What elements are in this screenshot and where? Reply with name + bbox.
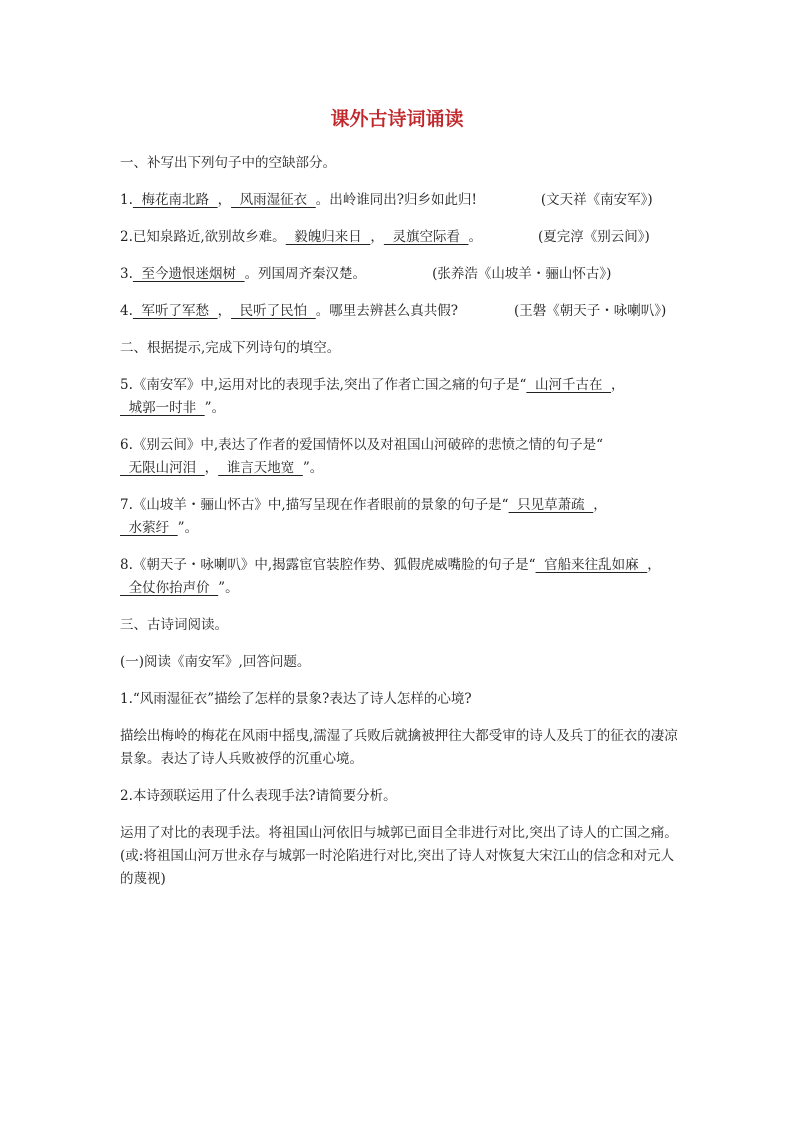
q1-answer-1: 梅花南北路: [132, 192, 218, 208]
question-8: [120, 554, 678, 600]
q3-number: 3.: [120, 266, 133, 282]
q8-text: 8.《朝天子・咏喇叭》中,揭露宦官装腔作势、狐假虎威嘴脸的句子是“: [120, 557, 536, 573]
q2-sep: ，: [370, 229, 384, 245]
q2-source: (夏完淳《别云间》): [538, 229, 650, 245]
section3-sub1: (一)阅读《南安军》,回答问题。: [120, 654, 311, 670]
q4-text: 。哪里去辨甚么真共假?: [315, 303, 458, 319]
q5-answer-1: 山河千古在: [526, 377, 612, 393]
question-4: [120, 300, 678, 323]
document-body: [120, 152, 678, 905]
reading-question-2: 2.本诗颈联运用了什么表现手法?请简要分析。: [120, 788, 397, 804]
section2-heading: 二、根据提示,完成下列诗句的填空。: [120, 340, 341, 356]
q7-sep: ，: [593, 497, 607, 513]
q6-post: ”。: [302, 460, 324, 476]
q5-sep: ，: [611, 377, 625, 393]
q4-source: (王磐《朝天子・咏喇叭》): [513, 303, 667, 319]
q1-answer-2: 风雨湿征衣: [231, 192, 316, 208]
q2-answer-1: 毅魄归来日: [285, 229, 371, 245]
question-2: [120, 226, 678, 249]
q1-sep: ，: [217, 192, 232, 208]
q4-answer-1: 军听了军愁: [132, 303, 218, 319]
q5-text: 5.《南安军》中,运用对比的表现手法,突出了作者亡国之痛的句子是“: [120, 377, 527, 393]
section1-heading: 一、补写出下列句子中的空缺部分。: [120, 155, 336, 171]
reading-answer-2: 运用了对比的表现手法。将祖国山河依旧与城郭已面目全非进行对比,突出了诗人的亡国之痛。(或:将祖国山河万世永存与城郭一时沦陷进行对比,突出了诗人对恢复大宋江山的信念和对元人的蔑视): [120, 825, 678, 887]
question-3: [120, 263, 678, 286]
q5-answer-2: 城郭一时非: [120, 400, 205, 416]
q8-answer-2: 全仗你抬声价: [120, 580, 219, 596]
q4-answer-2: 民听了民怕: [231, 303, 316, 319]
page-title: 课外古诗词诵读: [330, 108, 464, 130]
q4-sep: ，: [217, 303, 232, 319]
section3-heading: 三、古诗词阅读。: [120, 617, 228, 633]
question-6: [120, 434, 678, 480]
q6-answer-2: 谁言天地宽: [218, 460, 303, 476]
question-5: [120, 374, 678, 420]
q7-answer-2: 水萦纡: [120, 520, 178, 536]
q5-post: ”。: [204, 400, 226, 416]
q3-text: 。列国周齐秦汉楚。: [244, 266, 367, 282]
q6-text: 6.《别云间》中,表达了作者的爱国情怀以及对祖国山河破碎的悲愤之情的句子是“: [120, 437, 604, 453]
q1-source: (文天祥《南安军》): [540, 192, 653, 208]
q2-text: 。: [468, 229, 483, 245]
q7-answer-1: 只见草萧疏: [508, 497, 594, 513]
q6-sep: ，: [204, 460, 219, 476]
reading-answer-1: 描绘出梅岭的梅花在风雨中摇曳,濡湿了兵败后就擒被押往大都受审的诗人及兵丁的征衣的凄凉景象。表达了诗人兵败被俘的沉重心境。: [120, 728, 678, 767]
q3-answer-1: 至今遗恨迷烟树: [132, 266, 245, 282]
q4-number: 4.: [120, 303, 133, 319]
q8-answer-1: 官船来往乱如麻: [535, 557, 648, 573]
q6-answer-1: 无限山河泪: [120, 460, 205, 476]
reading-question-1: 1.“风雨湿征衣”描绘了怎样的景象?表达了诗人怎样的心境?: [120, 691, 472, 707]
q3-source: (张养浩《山坡羊・骊山怀古》): [432, 266, 612, 282]
q1-text: 。出岭谁同出?归乡如此归!: [315, 192, 477, 208]
q8-post: ”。: [218, 580, 239, 596]
q1-number: 1.: [120, 192, 133, 208]
q8-sep: ，: [647, 557, 661, 573]
q2-text-pre: 已知泉路近,欲别故乡难。: [132, 229, 286, 245]
q2-answer-2: 灵旗空际看: [383, 229, 469, 245]
q7-post: ”。: [177, 520, 199, 536]
question-1: [120, 189, 678, 212]
question-7: [120, 494, 678, 540]
q2-number: 2.: [120, 229, 133, 245]
q7-text: 7.《山坡羊・骊山怀古》中,描写呈现在作者眼前的景象的句子是“: [120, 497, 509, 513]
